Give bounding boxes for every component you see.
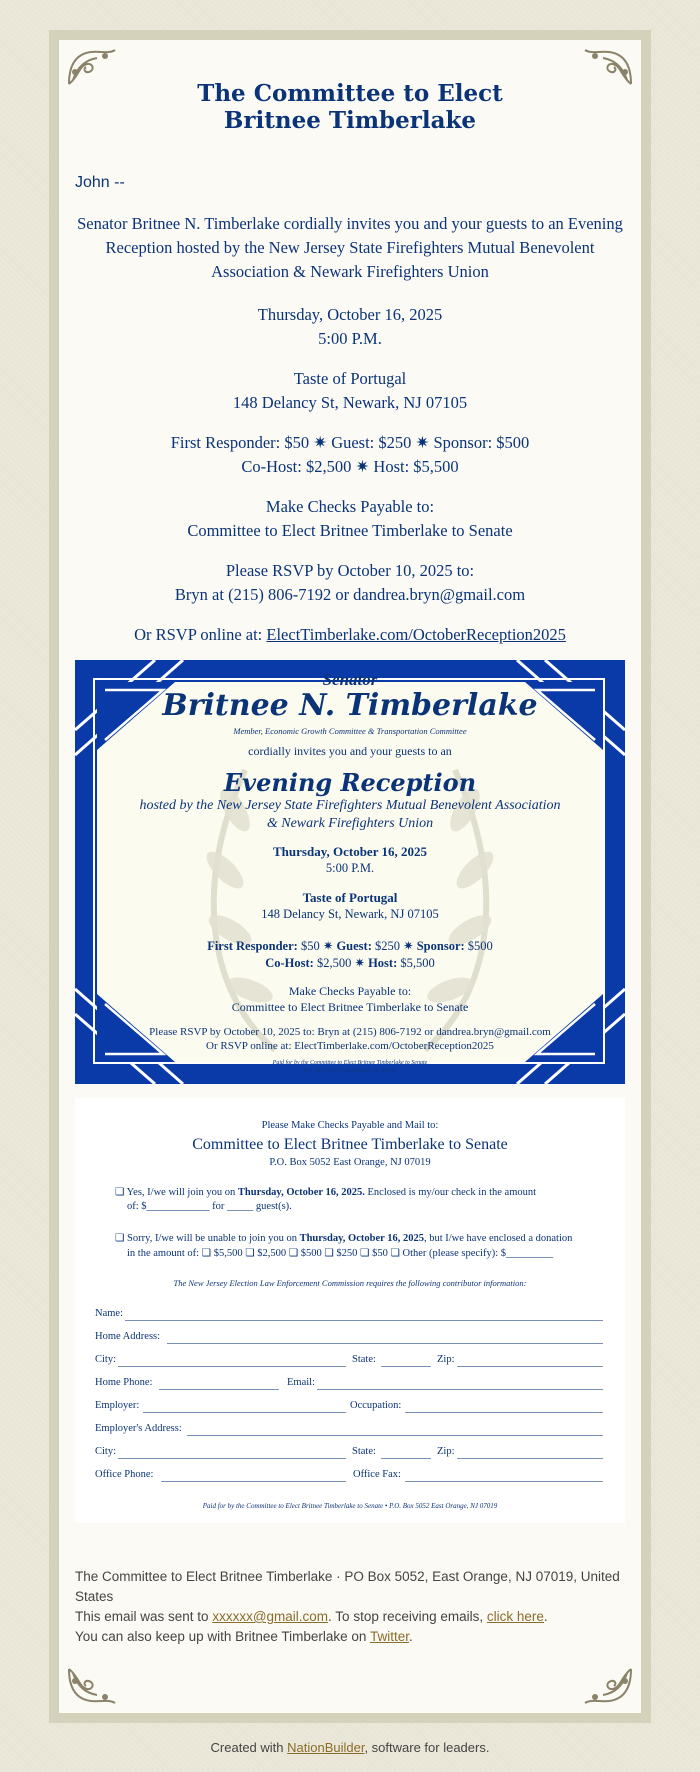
form-home-phone-label: Home Phone: [95,1377,153,1388]
checks-label: Make Checks Payable to: [265,497,435,516]
form-name-label: Name: [95,1308,123,1319]
card-online: Or RSVP online at: ElectTimberlake.com/OctoberReception2025 [206,1040,494,1052]
form-home-address-field[interactable] [167,1343,603,1344]
rsvp-online [75,623,625,647]
card-checks-label: Make Checks Payable to: [288,984,412,998]
card-paid-2: P.O. Box 5052 East Orange, NJ 07019 [303,1068,397,1074]
card-event: Evening Reception [223,768,477,797]
form-name-field[interactable] [125,1320,603,1321]
form-sorry-amounts: in the amount of: ❏ $5,500 ❏ $2,500 ❏ $500 ❏ $250 ❏ $50 ❏ Other (please specify): $_________ [127,1248,554,1259]
email-footer [75,1567,625,1647]
twitter-link[interactable]: Twitter [369,1629,409,1644]
form-payee: Committee to Elect Britnee Timberlake to Senate [192,1136,508,1153]
form-city-field[interactable] [118,1366,346,1367]
rsvp-label: Please RSVP by October 10, 2025 to: [225,561,475,580]
form-employer-field[interactable] [143,1412,346,1413]
form-occupation-field[interactable] [405,1412,603,1413]
form-employer-address-field[interactable] [187,1435,603,1436]
card-venue: Taste of Portugal [302,890,398,905]
card-member: Member, Economic Growth Committee & Transportation Committee [233,726,467,736]
form-city-label: City: [95,1354,117,1365]
form-mail-label: Please Make Checks Payable and Mail to: [261,1120,439,1131]
corner-ornament-icon [65,1665,123,1707]
form-po-box: P.O. Box 5052 East Orange, NJ 07019 [269,1157,431,1168]
rsvp-info [75,559,625,607]
footer-email-link[interactable]: xxxxxx@gmail.com [212,1609,329,1624]
rsvp-contact: Bryn at (215) 806-7192 or dandrea.bryn@gmail.com [174,585,526,604]
event-venue: Taste of Portugal [293,369,407,388]
email-paper [59,40,641,1713]
card-paid-1: Paid for by the Committee to Elect Britnee Timberlake to Senate [272,1060,428,1066]
form-home-address-label: Home Address: [95,1331,161,1342]
corner-ornament-icon [577,1665,635,1707]
form-employer-label: Employer: [95,1400,140,1411]
rsvp-online-link[interactable]: ElectTimberlake.com/OctoberReception2025 [266,625,566,644]
card-hosted-1: hosted by the New Jersey State Firefighters Mutual Benevolent Association [139,798,561,813]
event-location [75,367,625,415]
created-with: Created with NationBuilder, software for leaders. [210,1740,490,1755]
card-address: 148 Delancy St, Newark, NJ 07105 [261,907,439,921]
form-office-phone-field[interactable] [161,1481,346,1482]
card-senator: Senator [322,670,378,689]
checks-payable [75,495,625,543]
email-frame [49,30,651,1723]
card-name: Britnee N. Timberlake [162,688,538,723]
invitation-card [75,660,625,1084]
card-cordially: cordially invites you and your guests to an [248,744,452,758]
form-state2-label: State: [352,1446,376,1457]
card-rsvp: Please RSVP by October 10, 2025 to: Bryn at (215) 806-7192 or dandrea.bryn@gmail.com [149,1026,551,1038]
form-zip-field[interactable] [457,1366,603,1367]
form-state-field[interactable] [381,1366,431,1367]
form-yes-option[interactable]: ❏ Yes, I/we will join you on Thursday, October 16, 2025. Enclosed is my/our check in the amount [115,1187,537,1198]
card-tiers-2: Co-Host: $2,500 ✷ Host: $5,500 [265,956,435,970]
reply-form [75,1098,625,1523]
ticket-tiers [75,431,625,479]
form-city2-label: City: [95,1446,117,1457]
form-city2-field[interactable] [118,1458,346,1459]
nationbuilder-link[interactable]: NationBuilder [287,1740,365,1755]
page-title: The Committee to Elect Britnee Timberlake [197,80,503,134]
form-email-field[interactable] [317,1389,603,1390]
card-date: Thursday, October 16, 2025 [273,844,427,859]
form-office-fax-field[interactable] [405,1481,603,1482]
form-state2-field[interactable] [381,1458,431,1459]
form-employer-address-label: Employer's Address: [95,1423,182,1434]
card-checks-payee: Committee to Elect Britnee Timberlake to Senate [231,1000,469,1014]
card-tiers-1: First Responder: $50 ✷ Guest: $250 ✷ Sponsor: $500 [207,939,493,953]
event-address: 148 Delancy St, Newark, NJ 07105 [232,393,468,412]
form-office-phone-label: Office Phone: [95,1469,154,1480]
form-state-label: State: [352,1354,376,1365]
card-time: 5:00 P.M. [325,861,375,875]
event-time: 5:00 P.M. [318,329,382,348]
footer-sent-line: This email was sent to xxxxxx@gmail.com. To stop receiving emails, click here. [75,1609,548,1624]
form-occupation-label: Occupation: [350,1400,402,1411]
form-zip2-label: Zip: [437,1446,455,1457]
form-home-phone-field[interactable] [159,1389,279,1390]
event-date: Thursday, October 16, 2025 [257,305,443,324]
form-yes-amount: of: $____________ for _____ guest(s). [127,1201,292,1212]
footer-org-address: The Committee to Elect Britnee Timberlake · PO Box 5052, East Orange, NJ 07019, United States [75,1569,620,1604]
form-zip2-field[interactable] [457,1458,603,1459]
form-email-label: Email: [287,1377,315,1388]
form-zip-label: Zip: [437,1354,455,1365]
form-elec-notice: The New Jersey Election Law Enforcement Commission requires the following contributor information: [173,1278,527,1288]
footer-follow-line: You can also keep up with Britnee Timberlake on Twitter. [75,1629,413,1644]
form-paid-notice: Paid for by the Committee to Elect Britnee Timberlake to Senate • P.O. Box 5052 East Orange, NJ 07019 [202,1502,498,1510]
tiers-line-1: First Responder: $50 ✷ Guest: $250 ✷ Sponsor: $500 [170,433,530,452]
form-sorry-option[interactable]: ❏ Sorry, I/we will be unable to join you on Thursday, October 16, 2025, but I/we have enclosed a donation [115,1233,573,1244]
card-hosted-2: & Newark Firefighters Union [266,816,434,831]
rsvp-online-label: Or RSVP online at: [134,625,263,644]
event-datetime [75,303,625,351]
greeting: John -- [75,174,125,191]
unsubscribe-link[interactable]: click here [486,1609,544,1624]
form-office-fax-label: Office Fax: [353,1469,401,1480]
checks-payee: Committee to Elect Britnee Timberlake to Senate [187,521,513,540]
tiers-line-2: Co-Host: $2,500 ✷ Host: $5,500 [241,457,459,476]
intro-text: Senator Britnee N. Timberlake cordially invites you and your guests to an Evening Reception hosted by the New Jersey State Firefighters Mutual Benevolent Association & Newark Firefighters Union [77,214,623,281]
